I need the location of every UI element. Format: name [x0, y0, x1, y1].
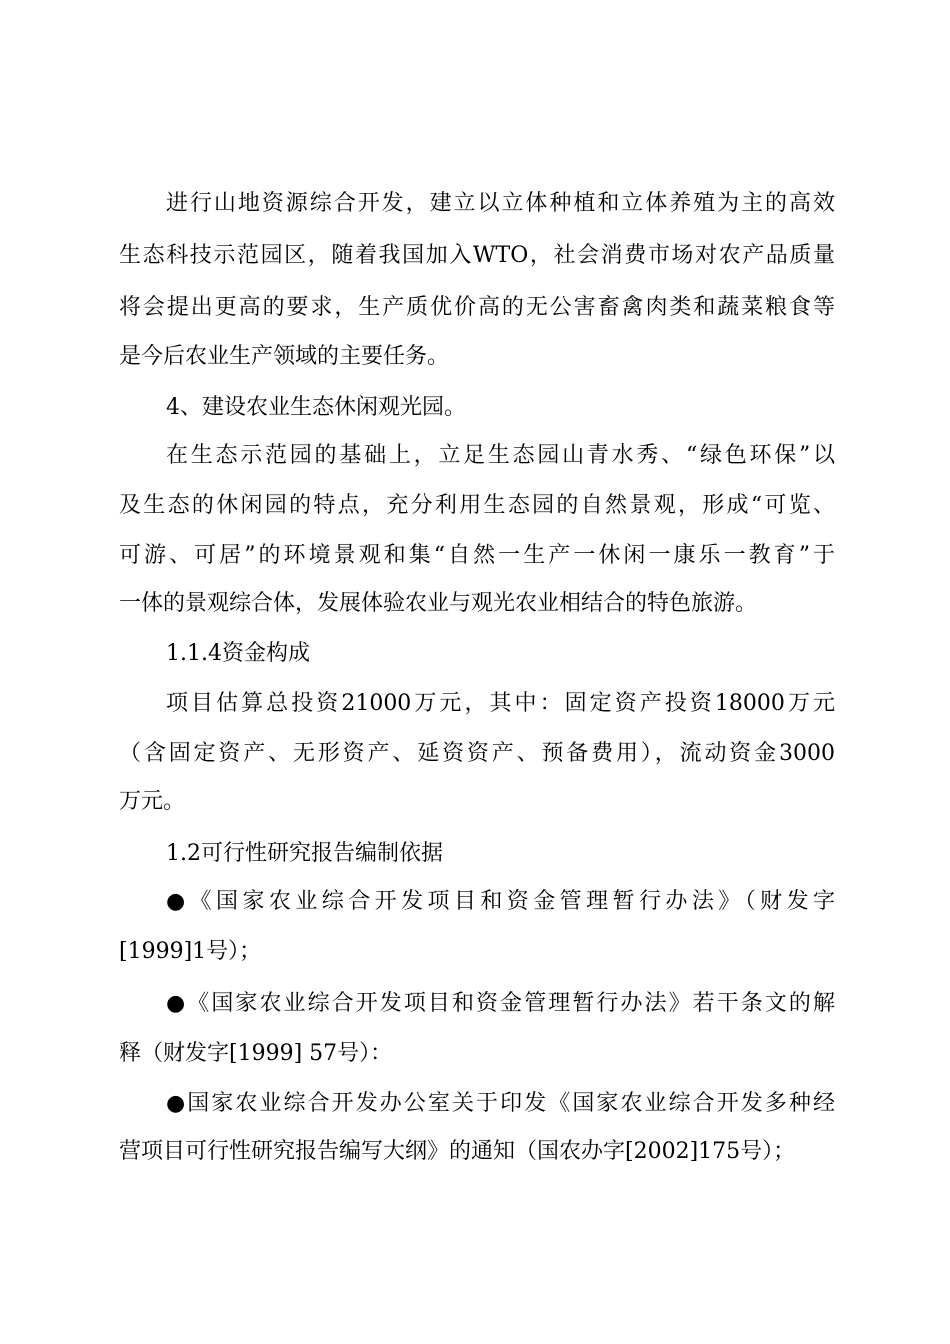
- section-heading: 4、建设农业生态休闲观光园。: [166, 395, 466, 420]
- section-heading: 1.2可行性研究报告编制依据: [166, 841, 443, 866]
- paragraph-line: （含固定资产、无形资产、延资资产、预备费用），流动资金3000: [119, 741, 835, 766]
- list-item-line: ●国家农业综合开发办公室关于印发《国家农业综合开发多种经: [166, 1091, 835, 1116]
- list-item-line: ●《国家农业综合开发项目和资金管理暂行办法》若干条文的解: [166, 991, 835, 1016]
- paragraph-line: 进行山地资源综合开发，建立以立体种植和立体养殖为主的高效: [166, 191, 835, 216]
- paragraph-line: 项目估算总投资21000万元，其中：固定资产投资18000万元: [166, 691, 835, 716]
- paragraph-line: 万元。: [119, 789, 186, 814]
- paragraph-line: 可游、可居”的环境景观和集“自然一生产一休闲一康乐一教育”于: [119, 543, 835, 568]
- paragraph-line: 是今后农业生产领域的主要任务。: [119, 344, 450, 369]
- section-heading: 1.1.4资金构成: [166, 641, 310, 666]
- paragraph-line: 一体的景观综合体，发展体验农业与观光农业相结合的特色旅游。: [119, 591, 758, 616]
- paragraph-line: 将会提出更高的要求，生产质优价高的无公害畜禽肉类和蔬菜粮食等: [119, 295, 835, 320]
- list-item-line: ●《国家农业综合开发项目和资金管理暂行办法》（财发字: [166, 889, 835, 914]
- paragraph-line: 生态科技示范园区，随着我国加入WTO，社会消费市场对农产品质量: [119, 243, 835, 268]
- paragraph-line: 在生态示范园的基础上，立足生态园山青水秀、“绿色环保”以: [166, 443, 835, 468]
- list-item-line: [1999]1号）；: [119, 939, 262, 964]
- paragraph-line: 及生态的休闲园的特点，充分利用生态园的自然景观，形成“可览、: [119, 493, 835, 518]
- list-item-line: 营项目可行性研究报告编写大纲》的通知（国农办字[2002]175号）；: [119, 1139, 796, 1164]
- list-item-line: 释（财发字[1999] 57号）：: [119, 1041, 393, 1066]
